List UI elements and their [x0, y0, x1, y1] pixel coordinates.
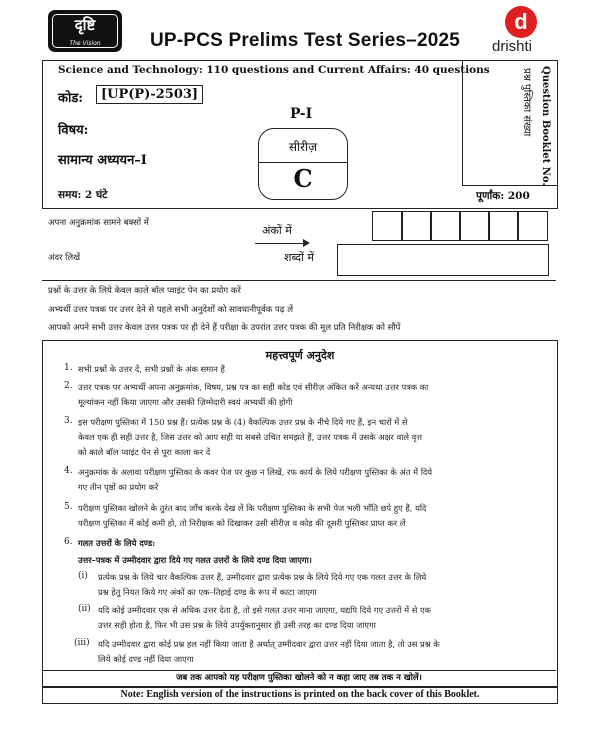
roll-digit-box[interactable] [488, 211, 519, 241]
words-label: शब्दों में [284, 251, 314, 264]
instruction-line: परीक्षण पुस्तिका खोलने के तुरंत बाद जाँच करके देख लें कि परीक्षण पुस्तिका के सभी पेज भली भाँति छपे हुए हैं, यदि [78, 503, 427, 513]
instruction-line: इस परीक्षण पुस्तिका में 150 प्रश्न हैं। प्रत्येक प्रश्न के (4) वैकल्पिक उत्तर प्रश्न के नीचे दिये गए हैं, इन चारों में से [78, 417, 408, 427]
drishti-wordmark: drishti [492, 38, 533, 55]
roll-digit-box[interactable] [517, 211, 548, 241]
page-title: UP-PCS Prelims Test Series–2025 [150, 30, 461, 51]
code-value: [UP(P)-2503] [96, 85, 203, 104]
roll-words-box[interactable] [337, 244, 549, 276]
sub-instruction-line: लिये कोई दण्ड नहीं दिया जाएगा [98, 654, 194, 664]
logo-letter: d [514, 9, 528, 34]
drishti-vision-logo [48, 10, 122, 52]
arrow-right-icon [303, 239, 310, 247]
drishti-logo-icon [505, 6, 537, 38]
item-number: 4. [64, 466, 73, 476]
series-divider [258, 162, 348, 163]
sub-instruction-line: उत्तर सही होता है, फिर भी उस प्रश्न के लिये उपर्युक्तानुसार ही उसी तरह का दण्ड दिया जाएगा [98, 620, 376, 630]
instruction-line: परीक्षण पुस्तिका में कोई कमी हो, तो निरीक्षक को दिखाकर उसी सीरीज़ व कोड की दूसरी पुस्तिका प्राप्त कर लें [78, 518, 406, 528]
sub-instruction-line: प्रत्येक प्रश्न के लिये चार वैकल्पिक उत्तर हैं, उम्मीदवार द्वारा प्रत्येक प्रश्न के लिये दिये गए एक गलत उत्तर के लिये [98, 572, 427, 582]
roll-digit-box[interactable] [372, 211, 403, 241]
qbook-label-hi: प्रश्न पुस्तिका संख्या [521, 68, 532, 137]
paper-label: P-I [290, 106, 313, 122]
item-number: 3. [64, 416, 73, 426]
roll-digit-box[interactable] [401, 211, 432, 241]
instruction-line: उत्तर पत्रक पर अभ्यर्थी अपना अनुक्रमांक, विषय, प्रश्न पत्र का सही कोड एवं सीरीज़ अंकित करें अन्यथा उत्तर पत्रक का [78, 382, 429, 392]
instruction-line: गए तीन पृष्ठों का प्रयोग करें [78, 482, 159, 492]
sub-instruction-line: प्रश्न हेतु नियत किये गए अंकों का एक–तिहाई दण्ड के रूप में काटा जाएगा [98, 587, 317, 597]
divider [42, 670, 556, 671]
marks-label: पूर्णांक: 200 [476, 190, 530, 202]
question-booklet-number-box [462, 60, 557, 186]
instruction-line: को काले बॉल प्वाइंट पेन से पूरा काला कर दें [78, 447, 211, 457]
arrow-line [255, 243, 307, 244]
subject-line: Science and Technology: 110 questions and Current Affairs: 40 questions [58, 64, 490, 76]
closing-note: जब तक आपको यह परीक्षण पुस्तिका खोलने को न कहा जाए तब तक न खोलें। [176, 673, 422, 683]
sub-item-number: (ii) [78, 604, 91, 614]
item-number: 6. [64, 537, 73, 547]
logo-text: दृष्टि [74, 16, 96, 34]
instruction-line: केवल एक ही सही उत्तर है, जिस उत्तर को आप सही या सबसे उचित समझते हैं, उत्तर पत्रक में उसके अक्षर वाले वृत्त [78, 432, 422, 442]
divider [42, 280, 556, 281]
item-number: 2. [64, 381, 73, 391]
instruction-line: अनुक्रमांक के अलावा परीक्षण पुस्तिका के कवर पेज पर कुछ न लिखें, रफ कार्य के लिये परीक्षण पुस्तिका के अंत में दिये [78, 467, 433, 477]
item-number: 1. [64, 363, 73, 373]
instruction-line: मूल्यांकन नहीं किया जाएगा और उसकी ज़िम्मेदारी स्वयं अभ्यर्थी की होगी [78, 397, 293, 407]
sub-item-number: (iii) [74, 638, 90, 648]
logo-subtext: The Vision [69, 40, 101, 47]
code-label: कोड: [58, 91, 84, 106]
penalty-intro: उत्तर–पत्रक में उम्मीदवार द्वारा दिये गए गलत उत्तरों के लिये दण्ड दिया जाएगा। [78, 555, 312, 565]
sub-instruction-line: यदि कोई उम्मीदवार एक से अधिक उत्तर देता है, तो इसे गलत उत्तर माना जाएगा, यद्यपि दिये गए उत्तरों में से एक [98, 605, 431, 615]
time-label: समय: 2 घंटे [58, 189, 108, 201]
item-number: 5. [64, 502, 73, 512]
footer-note: Note: English version of the instructions is printed on the back cover of this Booklet. [42, 686, 558, 704]
series-value: C [293, 164, 313, 193]
pre-note-2: अभ्यर्थी उत्तर पत्रक पर उत्तर देने से पहले सभी अनुदेशों को सावधानीपूर्वक पढ़ लें [48, 305, 294, 315]
roll-instruction-2: अंदर लिखें [48, 253, 81, 263]
roll-digit-box[interactable] [459, 211, 490, 241]
roll-instruction-1: अपना अनुक्रमांक सामने बक्सों में [48, 218, 149, 228]
subject-value: सामान्य अध्ययन–I [58, 153, 147, 168]
instruction-line: गलत उत्तरों के लिये दण्ड: [78, 538, 156, 548]
pre-note-1: प्रश्नों के उत्तर के लिये केवल काले बॉल प्वाइंट पेन का प्रयोग करें [48, 286, 241, 296]
sub-instruction-line: यदि उम्मीदवार द्वारा कोई प्रश्न हल नहीं किया जाता है अर्थात् उम्मीदवार द्वारा उत्तर नहीं दिया जाता है, तो उस प्रश्न के [98, 639, 440, 649]
digits-label: अंकों में [262, 224, 292, 237]
series-label: सीरीज़ [288, 140, 318, 154]
instruction-line: सभी प्रश्नों के उत्तर दें, सभी प्रश्नों के अंक समान हैं [78, 364, 225, 374]
pre-note-3: आपको अपने सभी उत्तर केवल उत्तर पत्रक पर ही देने हैं परीक्षा के उपरांत उत्तर पत्रक की मूल प्रति निरीक्षक को सौंपें [48, 323, 401, 333]
qbook-label-en: Question Booklet No. [540, 66, 551, 186]
sub-item-number: (i) [78, 571, 88, 581]
subject-label: विषय: [58, 123, 89, 138]
roll-digit-box[interactable] [430, 211, 461, 241]
instructions-title: महत्त्वपूर्ण अनुदेश [265, 349, 335, 362]
